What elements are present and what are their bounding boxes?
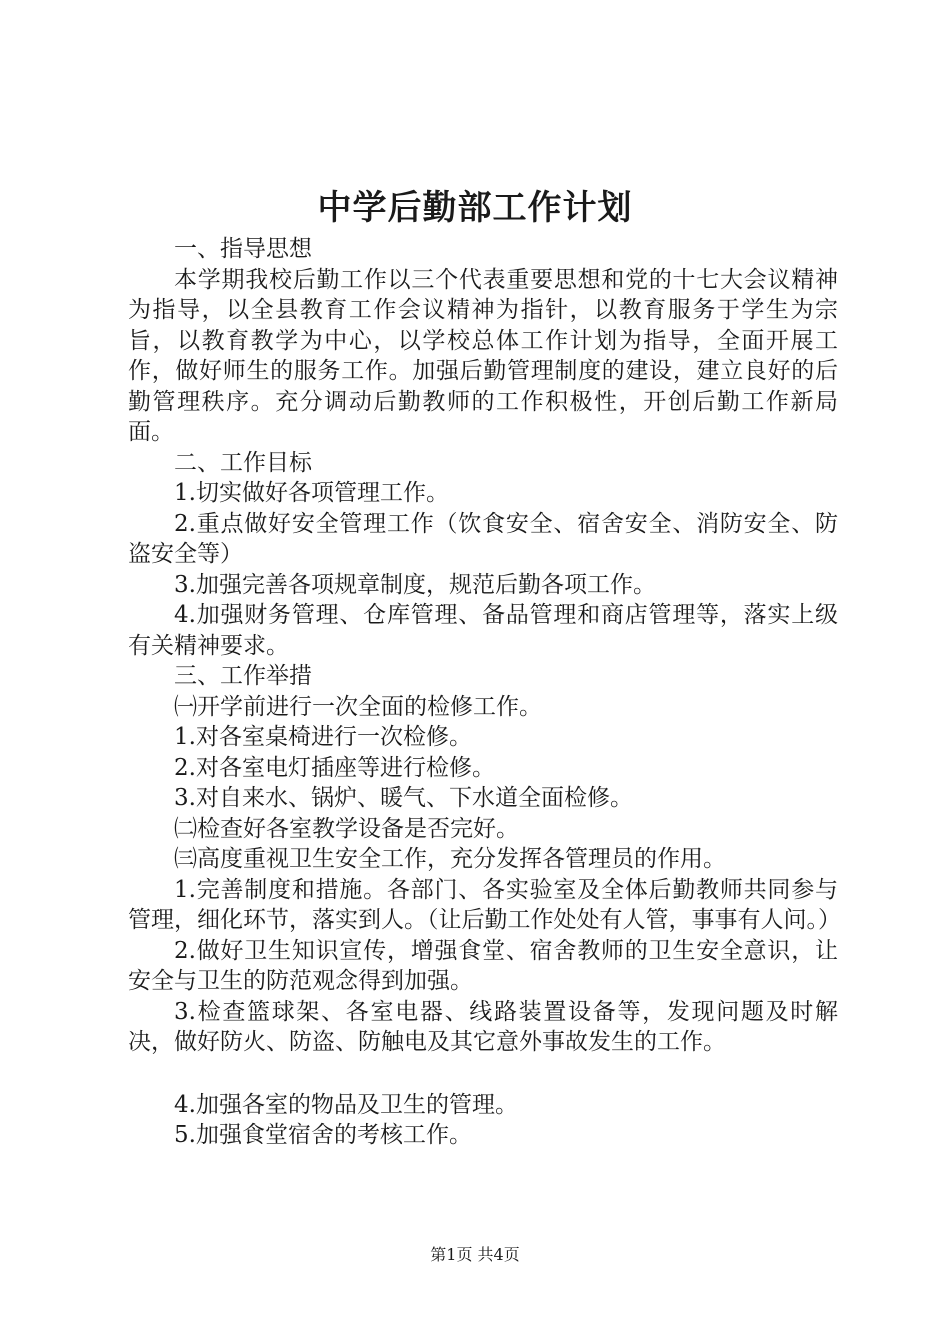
list-item: 3.检查篮球架、各室电器、线路装置设备等，发现问题及时解决，做好防火、防盗、防触电及其它意外事故发生的工作。: [128, 998, 838, 1055]
list-item: 2.重点做好安全管理工作（饮食安全、宿舍安全、消防安全、防盗安全等）: [128, 510, 838, 567]
page-footer: 第1页 共4页: [430, 1245, 520, 1264]
list-item: 1.完善制度和措施。各部门、各实验室及全体后勤教师共同参与管理，细化环节，落实到人。（让后勤工作处处有人管，事事有人问。）: [128, 876, 841, 933]
list-item: 3.加强完善各项规章制度，规范后勤各项工作。: [174, 571, 656, 598]
body-paragraph: 本学期我校后勤工作以三个代表重要思想和党的十七大会议精神为指导，以全县教育工作会议精神为指针，以教育服务于学生为宗旨，以教育教学为中心，以学校总体工作计划为指导，全面开展工作，做好师生的服务工作。加强后勤管理制度的建设，建立良好的后勤管理秩序。充分调动后勤教师的工作积极性，开创后勤工作新局面。: [128, 266, 838, 445]
section-heading: 二、工作目标: [174, 449, 312, 476]
list-item: 2.对各室电灯插座等进行检修。: [174, 754, 495, 781]
section-heading: 三、工作举措: [174, 663, 312, 689]
section-heading: 一、指导思想: [174, 236, 312, 262]
list-item: 2.做好卫生知识宣传，增强食堂、宿舍教师的卫生安全意识，让安全与卫生的防范观念得到加强。: [128, 937, 838, 994]
document-body: [128, 234, 841, 1151]
subsection-heading: ㈡检查好各室教学设备是否完好。: [174, 815, 519, 842]
list-item: 5.加强食堂宿舍的考核工作。: [174, 1122, 472, 1148]
list-item: 3.对自来水、锅炉、暖气、下水道全面检修。: [174, 785, 633, 811]
document-title: 中学后勤部工作计划: [317, 188, 633, 228]
list-item: 1.切实做好各项管理工作。: [174, 480, 449, 506]
subsection-heading: ㈢高度重视卫生安全工作，充分发挥各管理员的作用。: [174, 846, 726, 872]
list-item: 4.加强财务管理、仓库管理、备品管理和商店管理等，落实上级有关精神要求。: [128, 602, 838, 659]
subsection-heading: ㈠开学前进行一次全面的检修工作。: [174, 693, 542, 720]
list-item: 4.加强各室的物品及卫生的管理。: [174, 1091, 518, 1118]
list-item: 1.对各室桌椅进行一次检修。: [174, 724, 472, 750]
